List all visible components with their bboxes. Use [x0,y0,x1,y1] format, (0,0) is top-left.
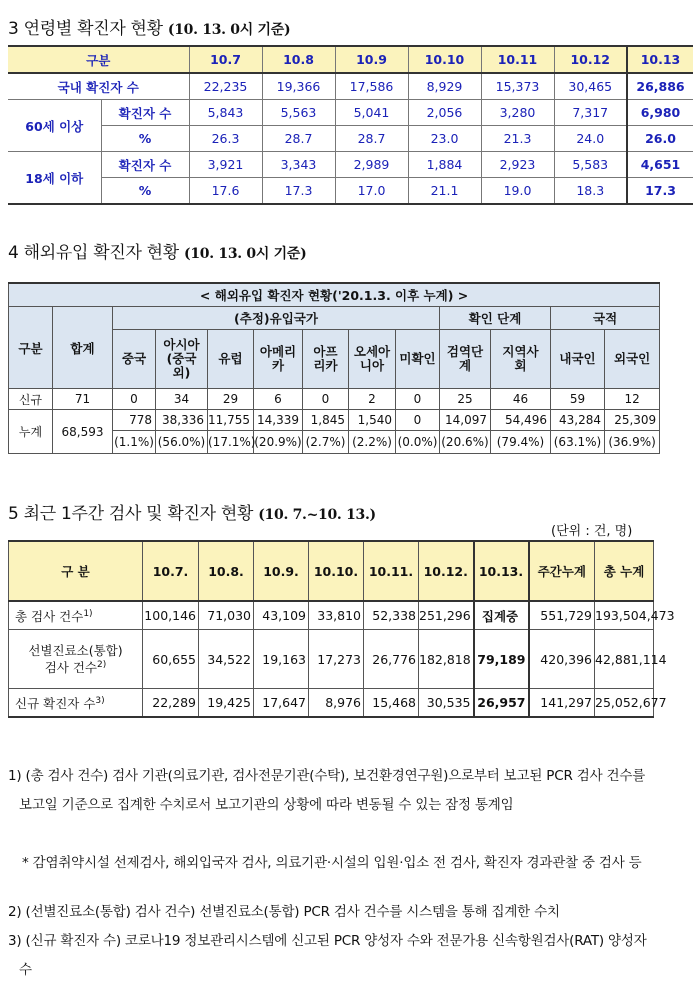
subheader-cell: 검역단 계 [440,330,491,389]
cell: 5,563 [262,100,335,126]
subheader-cell: 아시아 (중국 외) [156,330,208,389]
cell: 52,338 [364,601,419,630]
cell: 0 [113,389,156,410]
row-label: % [101,178,189,205]
cell: 1,540 [349,410,396,431]
table-header-row [8,46,693,73]
subheader-cell: 내국인 [551,330,605,389]
subheader-cell: 아프 리카 [303,330,349,389]
cell: 14,097 [440,410,491,431]
header-cell: 10.9 [335,46,408,73]
header-cell: 10.7 [189,46,262,73]
cell: 420,396 [529,630,595,689]
cell: 15,373 [481,73,554,100]
cell: 8,976 [309,689,364,718]
unit-label: (단위 : 건, 명) [551,524,633,539]
cell: 71,030 [199,601,254,630]
row-label-text: 총 검사 건수 [15,608,84,624]
row-label-text: 신규 확진자 수 [15,695,96,711]
table-row [9,389,660,410]
cell: 19,366 [262,73,335,100]
row-label: % [101,126,189,152]
header-cell: 10.13 [627,46,693,73]
cell: 21.3 [481,126,554,152]
cell: 6,980 [627,100,693,126]
cell: 25,309 [605,410,660,431]
cell: (20.9%) [254,431,303,454]
cell: 6 [254,389,303,410]
cell: 71 [53,389,113,410]
cell: 34 [156,389,208,410]
cell: (1.1%) [113,431,156,454]
overseas-table [8,282,660,454]
cell: 5,843 [189,100,262,126]
footnote-mark: 3) [95,695,105,706]
header-cell: 10.13. [474,541,529,601]
row-group-label: 60세 이상 [8,100,101,152]
cell: 2,989 [335,152,408,178]
header-cell: 10.12 [554,46,627,73]
footnote-mark: 2) [97,659,107,670]
row-label-text: 검사 건수 [44,660,98,676]
cell: 778 [113,410,156,431]
cell: 79,189 [474,630,529,689]
table-header-row [9,307,660,330]
table-row [8,100,693,126]
header-cell: 구분 [8,46,189,73]
subheader-cell: 아메리 카 [254,330,303,389]
cell: 29 [208,389,254,410]
footnote-3: 3) (신규 확진자 수) 코로나19 정보관리시스템에 신고된 PCR 양성자 수와 전문가용 신속항원검사(RAT) 양성자 수 [8,933,647,978]
cell: 22,289 [143,689,199,718]
cell: 22,235 [189,73,262,100]
table-row [9,410,660,431]
cell: 193,504,473 [595,601,654,630]
section-title-text: 5 최근 1주간 검사 및 확진자 현황 [8,504,254,524]
cell: 4,651 [627,152,693,178]
header-group: 국적 [551,307,660,330]
cell: (20.6%) [440,431,491,454]
cell: (17.1%) [208,431,254,454]
header-cell: 10.10 [408,46,481,73]
cell: 1,845 [303,410,349,431]
header-cell: 구 분 [9,541,143,601]
row-label: 확진자 수 [101,152,189,178]
cell: 26.3 [189,126,262,152]
cell: 0 [396,410,440,431]
cell: 33,810 [309,601,364,630]
cell: 17.6 [189,178,262,205]
row-group-label: 18세 이하 [8,152,101,205]
row-label [9,689,143,718]
header-cell: 10.10. [309,541,364,601]
cell: 3,921 [189,152,262,178]
table-row [8,152,693,178]
cell: 3,343 [262,152,335,178]
header-cell: 10.11. [364,541,419,601]
cell: 17.3 [627,178,693,205]
cell: 19,163 [254,630,309,689]
cell: 5,041 [335,100,408,126]
cell: 18.3 [554,178,627,205]
row-label: 확진자 수 [101,100,189,126]
table-row [8,73,693,100]
cell: 19,425 [199,689,254,718]
footnote-1-detail: * 감염취약시설 선제검사, 해외입국자 검사, 의료기관·시설의 입원·입소 전 검사, 확진자 경과관찰 중 검사 등 [22,855,642,871]
header-cell: 합계 [53,307,113,389]
cell: 60,655 [143,630,199,689]
table-banner: < 해외유입 확진자 현황('20.1.3. 이후 누계) > [9,283,660,307]
cell: (2.7%) [303,431,349,454]
section-date: (10. 13. 0시 기준) [167,22,291,38]
cell: 24.0 [554,126,627,152]
cell: (0.0%) [396,431,440,454]
header-cell: 총 누계 [595,541,654,601]
cell: 8,929 [408,73,481,100]
cell: 17.3 [262,178,335,205]
cell: 17,273 [309,630,364,689]
cell: 43,284 [551,410,605,431]
cell: 15,468 [364,689,419,718]
cell: 2,923 [481,152,554,178]
cell: 25 [440,389,491,410]
cell: 19.0 [481,178,554,205]
header-cell: 구분 [9,307,53,389]
section-title-weekly [8,499,376,524]
cell: 100,146 [143,601,199,630]
cell: 26,886 [627,73,693,100]
cell: 182,818 [419,630,474,689]
cell: 2 [349,389,396,410]
cell: 5,583 [554,152,627,178]
cell: 46 [491,389,551,410]
header-group: (추정)유입국가 [113,307,440,330]
cell: 23.0 [408,126,481,152]
cell: 21.1 [408,178,481,205]
cell: 17,586 [335,73,408,100]
header-cell: 주간누계 [529,541,595,601]
row-label-text: 선별진료소(통합) [28,642,123,658]
header-cell: 10.12. [419,541,474,601]
cell: 26,776 [364,630,419,689]
cell: 25,052,677 [595,689,654,718]
subheader-cell: 미확인 [396,330,440,389]
cell: 11,755 [208,410,254,431]
cell: 43,109 [254,601,309,630]
table-header-row [9,541,654,601]
section-title-overseas [8,238,306,263]
cell: 42,881,114 [595,630,654,689]
cell: 26,957 [474,689,529,718]
cell: 59 [551,389,605,410]
table-row [8,126,693,152]
cell: (63.1%) [551,431,605,454]
cell: 30,465 [554,73,627,100]
cell: (36.9%) [605,431,660,454]
row-label [9,601,143,630]
age-table [8,45,693,205]
subheader-cell: 중국 [113,330,156,389]
cell: 17,647 [254,689,309,718]
footnote-mark: 1) [83,608,93,619]
section-title-text: 3 연령별 확진자 현황 [8,19,163,39]
cell: 0 [396,389,440,410]
cell: (79.4%) [491,431,551,454]
subheader-cell: 오세아 니아 [349,330,396,389]
header-cell: 10.8 [262,46,335,73]
cell: 집계중 [474,601,529,630]
cell: 2,056 [408,100,481,126]
table-row [8,178,693,205]
section-date: (10. 7.~10. 13.) [258,507,376,523]
footnote-2: 2) (선별진료소(통합) 검사 건수) 선별진료소(통합) PCR 검사 건수를 시스템을 통해 집계한 수치 [8,904,560,920]
cell: 551,729 [529,601,595,630]
cell: 38,336 [156,410,208,431]
row-label: 국내 확진자 수 [8,73,189,100]
cell: 251,296 [419,601,474,630]
cell: 7,317 [554,100,627,126]
cell: 28.7 [335,126,408,152]
table-row [9,689,654,718]
section-date: (10. 13. 0시 기준) [184,246,307,262]
table-banner-row [9,283,660,307]
header-cell: 10.8. [199,541,254,601]
table-row [9,630,654,689]
row-label: 신규 [9,389,53,410]
cell: 141,297 [529,689,595,718]
subheader-cell: 외국인 [605,330,660,389]
cell: 28.7 [262,126,335,152]
header-cell: 10.9. [254,541,309,601]
cell: 54,496 [491,410,551,431]
cell: (56.0%) [156,431,208,454]
cell: 3,280 [481,100,554,126]
cell: 30,535 [419,689,474,718]
section-title-age [8,14,290,39]
row-label: 누계 [9,410,53,454]
section-title-text: 4 해외유입 확진자 현황 [8,243,179,263]
cell: 26.0 [627,126,693,152]
cell: 17.0 [335,178,408,205]
row-label [9,630,143,689]
weekly-table [8,540,675,718]
header-cell: 10.11 [481,46,554,73]
cell: 68,593 [53,410,113,454]
header-cell: 10.7. [143,541,199,601]
table-row [9,601,654,630]
cell: 12 [605,389,660,410]
subheader-cell: 지역사 회 [491,330,551,389]
cell: 0 [303,389,349,410]
cell: 14,339 [254,410,303,431]
footnote-1: 1) (총 검사 건수) 검사 기관(의료기관, 검사전문기관(수탁), 보건환경연구원)으로부터 보고된 PCR 검사 건수를 보고일 기준으로 집계한 수치로서 보고기관의 상황에 따라 변동될 수 있는 잠정 통계임 [8,768,646,813]
cell: (2.2%) [349,431,396,454]
header-group: 확인 단계 [440,307,551,330]
cell: 34,522 [199,630,254,689]
subheader-cell: 유럽 [208,330,254,389]
cell: 1,884 [408,152,481,178]
